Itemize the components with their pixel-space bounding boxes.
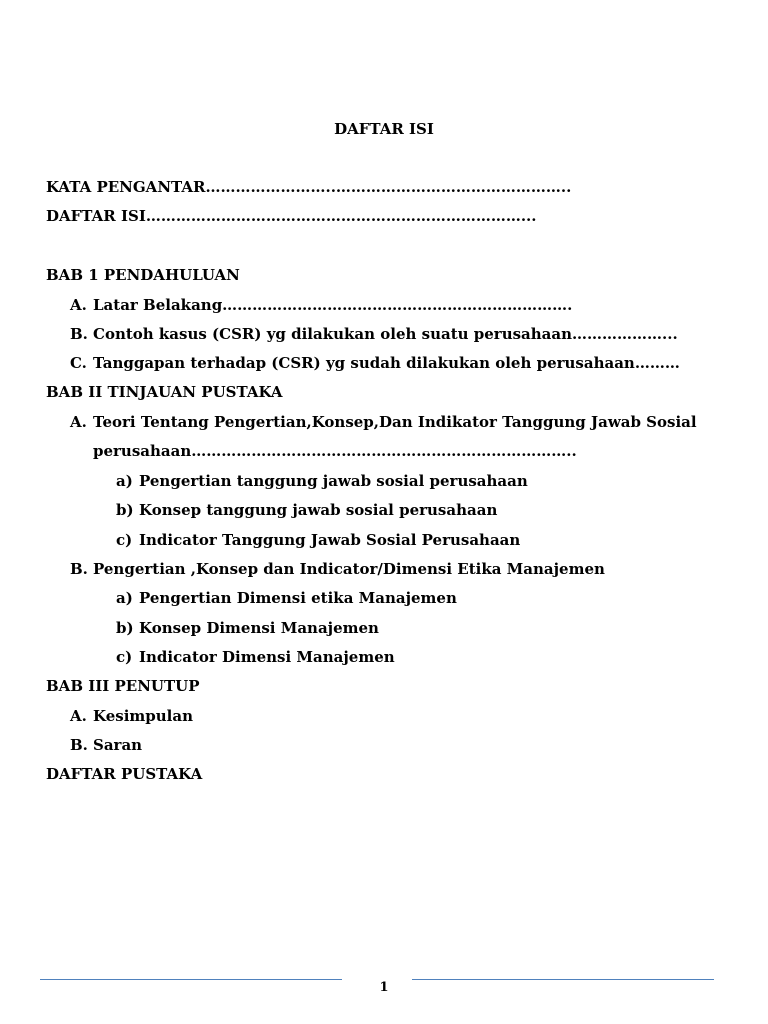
subitem-marker: a) (116, 589, 133, 607)
subitem-text: Pengertian Dimensi etika Manajemen (139, 589, 457, 607)
subitem-marker: c) (116, 648, 133, 666)
toc-bab1-item-c (70, 354, 680, 372)
item-marker: A. (70, 707, 87, 725)
toc-daftar-pustaka: DAFTAR PUSTAKA (46, 765, 203, 783)
toc-bab2-item-a-sub-b (116, 501, 497, 519)
item-text: Saran (93, 736, 143, 754)
item-text: Tanggapan terhadap (CSR) yg sudah dilakukan oleh perusahaan……… (93, 354, 680, 372)
item-marker: C. (70, 354, 87, 372)
item-text: Teori Tentang Pengertian,Konsep,Dan Indikator Tanggung Jawab Sosial (93, 413, 697, 431)
item-text: Contoh kasus (CSR) yg dilakukan oleh suatu perusahaan………………... (93, 325, 678, 343)
toc-bab2-item-a-sub-c (116, 531, 520, 549)
toc-bab1-item-a (70, 296, 572, 314)
item-marker: A. (70, 296, 87, 314)
item-marker: B. (70, 560, 88, 578)
item-text: Latar Belakang……………………………………………………………. (93, 296, 573, 314)
subitem-marker: c) (116, 531, 133, 549)
toc-bab2-item-a (70, 413, 697, 431)
toc-bab2-item-a-sub-a (116, 472, 528, 490)
toc-entry-kata-pengantar: KATA PENGANTAR……………………..……………………………………….. (46, 178, 572, 196)
subitem-text: Pengertian tanggung jawab sosial perusahaan (139, 472, 528, 490)
page-title: DAFTAR ISI (334, 120, 434, 138)
toc-bab2-item-b-sub-a (116, 589, 457, 607)
subitem-text: Indicator Dimensi Manajemen (139, 648, 395, 666)
toc-bab3-item-a (70, 707, 193, 725)
item-text: Kesimpulan (93, 707, 193, 725)
toc-bab3-item-b (70, 736, 142, 754)
toc-bab2-item-a-continuation: perusahaan………………………………………………………………….. (93, 442, 577, 460)
subitem-text: Konsep Dimensi Manajemen (139, 619, 379, 637)
toc-bab1-heading: BAB 1 PENDAHULUAN (46, 266, 240, 284)
subitem-text: Indicator Tanggung Jawab Sosial Perusahaan (139, 531, 521, 549)
subitem-marker: b) (116, 501, 134, 519)
item-marker: B. (70, 325, 88, 343)
subitem-marker: b) (116, 619, 134, 637)
toc-entry-daftar-isi: DAFTAR ISI…………………………………………………………………... (46, 207, 537, 225)
toc-bab3-heading: BAB III PENUTUP (46, 677, 200, 695)
page-number: 1 (379, 980, 389, 995)
subitem-marker: a) (116, 472, 133, 490)
toc-bab1-item-b (70, 325, 678, 343)
item-marker: A. (70, 413, 87, 431)
item-text: Pengertian ,Konsep dan Indicator/Dimensi Etika Manajemen (93, 560, 605, 578)
toc-bab2-item-b-sub-c (116, 648, 395, 666)
toc-bab2-item-b (70, 560, 605, 578)
item-marker: B. (70, 736, 88, 754)
subitem-text: Konsep tanggung jawab sosial perusahaan (139, 501, 498, 519)
toc-bab2-heading: BAB II TINJAUAN PUSTAKA (46, 383, 283, 401)
toc-bab2-item-b-sub-b (116, 619, 379, 637)
